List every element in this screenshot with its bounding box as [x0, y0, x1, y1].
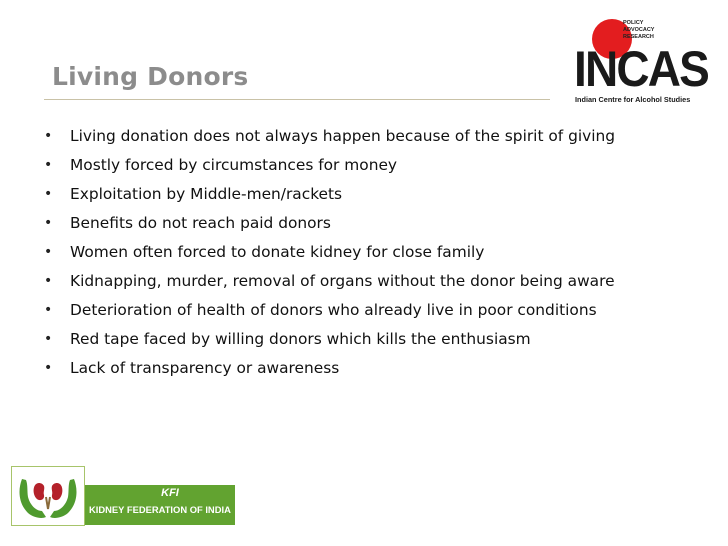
bullet-icon: • [44, 273, 53, 289]
bullet-icon: • [44, 215, 53, 231]
slide-title: Living Donors [52, 62, 249, 91]
bullet-icon: • [44, 331, 53, 347]
incas-wordmark: INCAS [574, 41, 708, 97]
title-underline [44, 99, 550, 100]
kfi-abbreviation: KFI [161, 487, 179, 499]
kfi-banner [85, 485, 235, 525]
bullet-icon: • [44, 360, 53, 376]
kfi-logo [11, 466, 235, 526]
kfi-hands-kidney-icon [11, 466, 85, 526]
incas-subtitle: Indian Centre for Alcohol Studies [575, 95, 691, 104]
slide: Living Donors POLICY ADVOCACY RESEARCH INCAS Indian Centre for Alcohol Studies • Living donation does not always happen because of the spirit of giving • Mostly forced by circumstances for money • Exploitation by Middle-men/rackets • Benefits do not reach paid donors • Women often forced to donate kidney for close family • Kidnapping, murder, removal of organs without the donor being aware • Deterioration of health of donors who already live in poor conditions • Red tape faced by willing donors which kills the enthusiasm • Lack of transparency or awareness KFI KIDNEY FEDERATION OF INDIA [0, 0, 728, 546]
bullet-icon: • [44, 157, 53, 173]
incas-tagline: POLICY ADVOCACY RESEARCH [623, 20, 655, 40]
bullet-icon: • [44, 302, 53, 318]
kfi-name: KIDNEY FEDERATION OF INDIA [89, 504, 231, 515]
bullet-icon: • [44, 186, 53, 202]
bullet-icon: • [44, 128, 53, 144]
bullet-icon: • [44, 244, 53, 260]
incas-logo [572, 16, 707, 106]
